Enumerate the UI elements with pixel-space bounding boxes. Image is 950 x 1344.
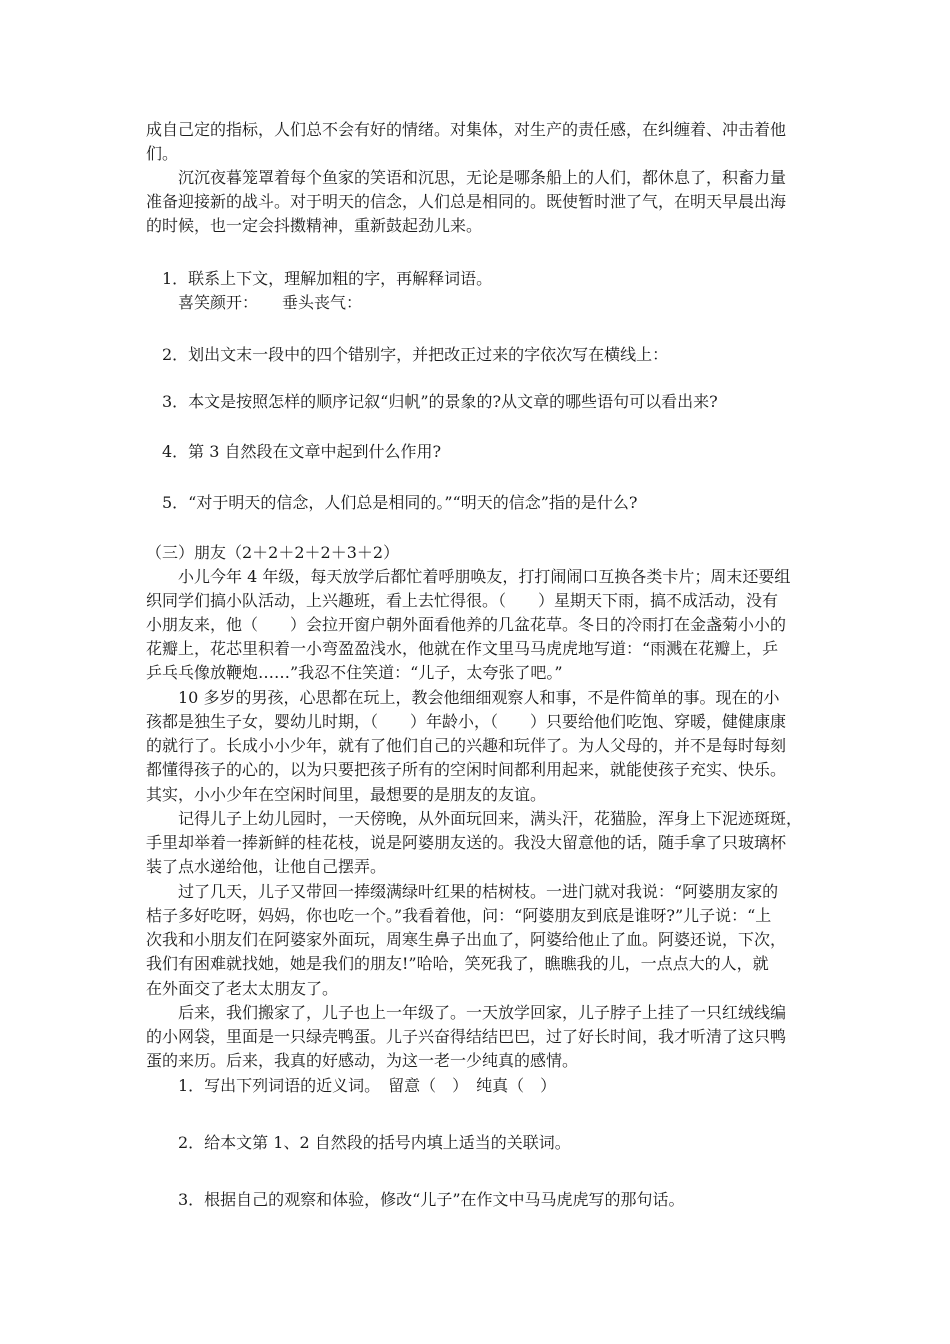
- paragraph-line: 织同学们搞小队活动，上兴趣班，看上去忙得很。（ ）星期天下雨，搞不成活动，没有: [146, 591, 779, 610]
- paragraph-line: 后来，我们搬家了，儿子也上一年级了。一天放学回家，儿子脖子上挂了一只红绒线编: [146, 1003, 787, 1022]
- section3-question-1: 1．写出下列词语的近义词。 留意（ ） 纯真（ ）: [146, 1076, 557, 1095]
- paragraph-line: 手里却举着一捧新鲜的桂花枝，说是阿婆朋友送的。我没大留意他的话，随手拿了只玻璃杯: [146, 833, 787, 852]
- paragraph-line: 成自己定的指标，人们总不会有好的情绪。对集体，对生产的责任感，在纠缠着、冲击着他: [146, 120, 787, 139]
- paragraph-line: 其实，小小少年在空闲时间里，最想要的是朋友的友谊。: [146, 785, 547, 804]
- paragraph-line: 在外面交了老太太朋友了。: [146, 979, 339, 998]
- question-1: 1．联系上下文，理解加粗的字，再解释词语。: [146, 269, 493, 288]
- question-4: 4．第 3 自然段在文章中起到什么作用?: [146, 442, 442, 461]
- paragraph-line: 的时候，也一定会抖擞精神，重新鼓起劲儿来。: [146, 216, 483, 235]
- paragraph-line: 我们有困难就找她，她是我们的朋友!”哈哈，笑死我了，瞧瞧我的儿，一点点大的人，就: [146, 954, 769, 973]
- paragraph-line: 都懂得孩子的心的，以为只要把孩子所有的空闲时间都利用起来，就能使孩子充实、快乐。: [146, 760, 787, 779]
- paragraph-line: 的小网袋，里面是一只绿壳鸭蛋。儿子兴奋得结结巴巴，过了好长时间，我才听清了这只鸭: [146, 1027, 787, 1046]
- paragraph-line: 小儿今年 4 年级，每天放学后都忙着呼朋唤友，打打闹闹口互换各类卡片；周末还要组: [146, 567, 791, 586]
- paragraph-line: 们。: [146, 144, 179, 163]
- question-5: 5．“对于明天的信念，人们总是相同的。”“明天的信念”指的是什么?: [146, 493, 638, 512]
- paragraph-line: 小朋友来，他（ ）会拉开窗户朝外面看他养的几盆花草。冬日的冷雨打在金盏菊小小的: [146, 615, 787, 634]
- paragraph-line: 桔子多好吃呀，妈妈，你也吃一个。”我看着他，问：“阿婆朋友到底是谁呀?”儿子说：“上: [146, 906, 772, 925]
- paragraph-line: 花瓣上，花芯里积着一小弯盈盈浅水，他就在作文里马马虎虎地写道：“雨溅在花瓣上，乒: [146, 639, 779, 658]
- paragraph-line: 次我和小朋友们在阿婆家外面玩，周寒生鼻子出血了，阿婆给他止了血。阿婆还说，下次，: [146, 930, 787, 949]
- section3-question-3: 3．根据自己的观察和体验，修改“儿子”在作文中马马虎虎写的那句话。: [146, 1190, 685, 1209]
- paragraph-line: 装了点水递给他，让他自己摆弄。: [146, 857, 387, 876]
- paragraph-line: 准备迎接新的战斗。对于明天的信念，人们总是相同的。既使暂时泄了气，在明天早晨出海: [146, 192, 787, 211]
- paragraph-line: 乒乓乓像放鞭炮……”我忍不住笑道：“儿子，太夸张了吧。”: [146, 663, 563, 682]
- paragraph-line: 孩都是独生子女，婴幼儿时期，（ ）年龄小，（ ）只要给他们吃饱、穿暖，健健康康: [146, 712, 787, 731]
- section-heading: （三）朋友（2＋2＋2＋2＋3＋2）: [146, 543, 400, 562]
- question-2: 2．划出文末一段中的四个错别字，并把改正过来的字依次写在横线上：: [146, 345, 669, 364]
- section3-question-2: 2．给本文第 1、2 自然段的括号内填上适当的关联词。: [146, 1133, 571, 1152]
- question-1-terms: 喜笑颜开： 垂头丧气：: [146, 293, 363, 312]
- paragraph-line: 的就行了。长成小小少年，就有了他们自己的兴趣和玩伴了。为人父母的，并不是每时每刻: [146, 736, 787, 755]
- paragraph-line: 蛋的来历。后来，我真的好感动，为这一老一少纯真的感情。: [146, 1051, 579, 1070]
- paragraph-line: 记得儿子上幼儿园时，一天傍晚，从外面玩回来，满头汗，花猫脸，浑身上下泥迹斑斑，: [146, 809, 803, 828]
- question-3: 3．本文是按照怎样的顺序记叙“归帆”的景象的?从文章的哪些语句可以看出来?: [146, 392, 718, 411]
- paragraph-line: 10 多岁的男孩，心思都在玩上，教会他细细观察人和事，不是件简单的事。现在的小: [146, 688, 780, 707]
- paragraph-line: 过了几天，儿子又带回一捧缀满绿叶红果的桔树枝。一进门就对我说：“阿婆朋友家的: [146, 882, 779, 901]
- paragraph-line: 沉沉夜暮笼罩着每个鱼家的笑语和沉思，无论是哪条船上的人们，都休息了，积畜力量: [146, 168, 787, 187]
